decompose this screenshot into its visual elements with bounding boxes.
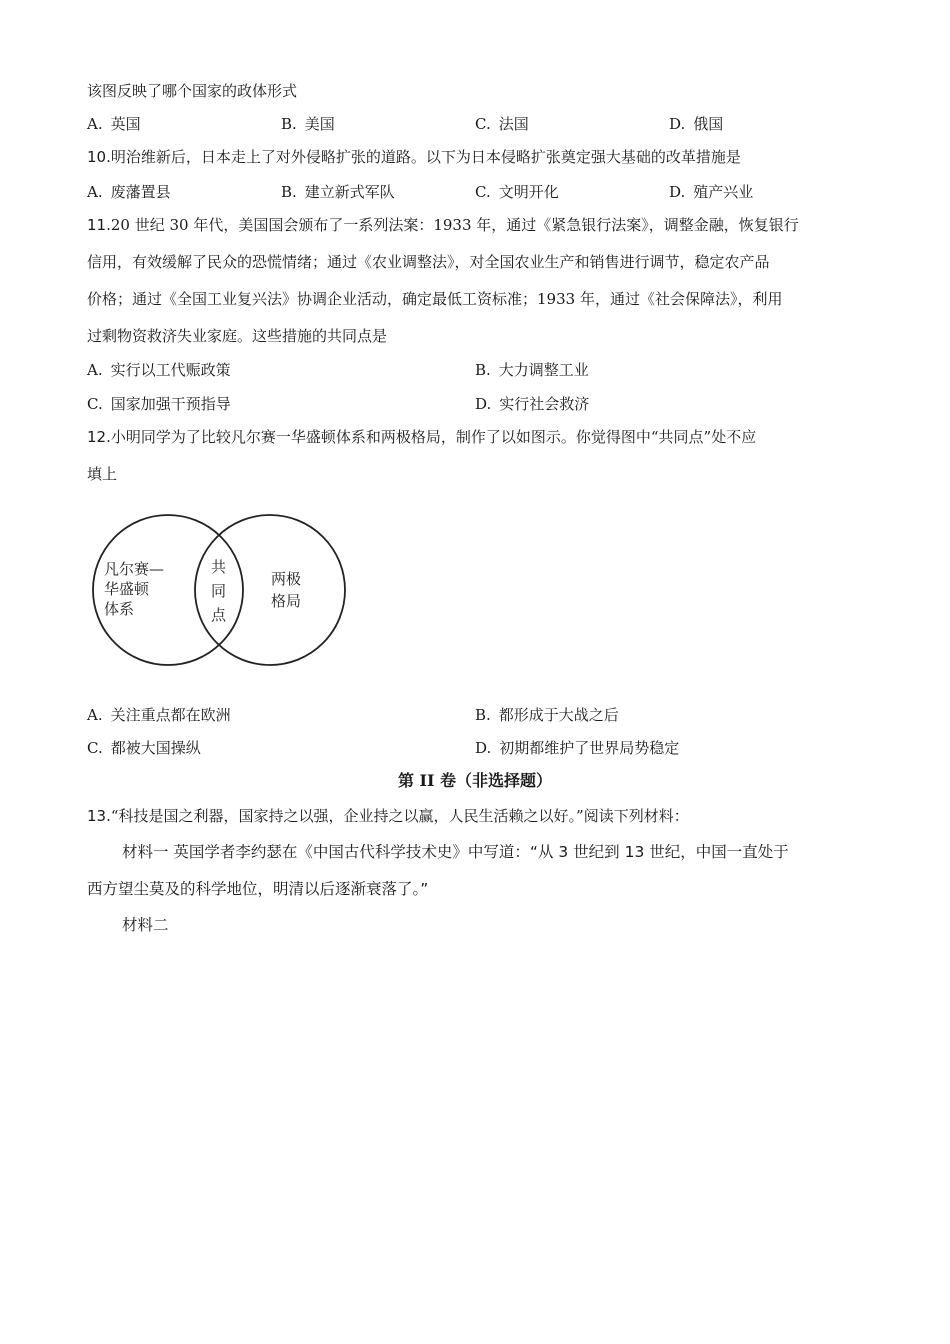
- q9-option-b: [281, 114, 335, 134]
- q11-option-d: [475, 394, 589, 414]
- venn-left-label-line-2: 华盛顿: [104, 580, 150, 598]
- q11-option-b: [475, 360, 589, 380]
- option-label: D.: [669, 115, 686, 133]
- question-number: 11.: [87, 216, 111, 234]
- q11-option-c: [87, 394, 231, 414]
- option-text: 初期都维护了世界局势稳定: [499, 739, 680, 757]
- option-label: C.: [475, 115, 491, 133]
- venn-right-label-line-1: 两极: [271, 570, 302, 588]
- question-text: 明治维新后，日本走上了对外侵略扩张的道路。以下为日本侵略扩张奠定强大基础的改革措施是: [110, 148, 741, 166]
- option-label: B.: [475, 706, 491, 724]
- option-label: C.: [87, 395, 103, 413]
- option-text: 大力调整工业: [498, 361, 589, 379]
- option-label: D.: [475, 395, 492, 413]
- option-label: C.: [87, 739, 103, 757]
- option-text: 美国: [304, 115, 335, 133]
- q10-option-b: [281, 182, 395, 202]
- q9-stem: 该图反映了哪个国家的政体形式: [87, 82, 298, 100]
- option-label: D.: [669, 183, 686, 201]
- q13-stem: [87, 806, 689, 826]
- option-label: B.: [475, 361, 491, 379]
- venn-middle-char-3: 点: [211, 606, 227, 624]
- option-text: 英国: [110, 115, 141, 133]
- q12-option-a: [87, 705, 231, 725]
- q11-option-a: [87, 360, 231, 380]
- venn-left-label-line-1: 凡尔赛—: [104, 560, 165, 578]
- option-text: 关注重点都在欧洲: [110, 706, 231, 724]
- venn-right-label-line-2: 格局: [271, 592, 302, 610]
- question-number: 10.: [87, 148, 111, 166]
- q9-option-c: [475, 114, 529, 134]
- q12-option-d: [475, 738, 679, 758]
- question-text: 20 世纪 30 年代，美国国会颁布了一系列法案：1933 年，通过《紧急银行法案》，调整金融，恢复银行: [110, 216, 799, 234]
- q13-material-1-line-1: 材料一 英国学者李约瑟在《中国古代科学技术史》中写道：“从 3 世纪到 13 世纪，中国一直处于: [122, 843, 789, 861]
- option-label: A.: [87, 706, 103, 724]
- venn-left-label-line-3: 体系: [104, 600, 135, 618]
- q9-option-a: [87, 114, 141, 134]
- option-text: 国家加强干预指导: [110, 395, 231, 413]
- option-text: 文明开化: [498, 183, 559, 201]
- q12-stem-line-1: [87, 427, 756, 447]
- question-text: “科技是国之利器，国家持之以强，企业持之以赢，人民生活赖之以好。”阅读下列材料：: [110, 807, 689, 825]
- q12-stem-line-2: 填上: [87, 465, 118, 483]
- q10-stem: [87, 147, 741, 167]
- option-label: B.: [281, 183, 297, 201]
- q11-stem-line-2: 信用，有效缓解了民众的恐慌情绪；通过《农业调整法》，对全国农业生产和销售进行调节，稳定农产品: [87, 253, 770, 271]
- q11-stem-line-1: [87, 215, 799, 235]
- option-text: 实行以工代赈政策: [110, 361, 231, 379]
- option-text: 俄国: [693, 115, 724, 133]
- option-text: 殖产兴业: [693, 183, 754, 201]
- venn-middle-char-1: 共: [211, 558, 227, 576]
- option-label: A.: [87, 115, 103, 133]
- q13-material-1-line-2: 西方望尘莫及的科学地位，明清以后逐渐衰落了。”: [87, 880, 429, 898]
- q9-option-d: [669, 114, 723, 134]
- section-title: 第 II 卷（非选择题）: [397, 771, 553, 790]
- option-label: A.: [87, 183, 103, 201]
- option-text: 实行社会救济: [499, 395, 590, 413]
- venn-diagram: [88, 508, 353, 673]
- option-text: 建立新式军队: [304, 183, 395, 201]
- option-label: D.: [475, 739, 492, 757]
- q12-option-b: [475, 705, 619, 725]
- option-text: 都形成于大战之后: [498, 706, 619, 724]
- q10-option-d: [669, 182, 753, 202]
- option-label: B.: [281, 115, 297, 133]
- q11-stem-line-4: 过剩物资救济失业家庭。这些措施的共同点是: [87, 327, 388, 345]
- question-text: 小明同学为了比较凡尔赛一华盛顿体系和两极格局，制作了以如图示。你觉得图中“共同点”处不应: [110, 428, 757, 446]
- q13-material-2-label: 材料二: [122, 916, 169, 934]
- q10-option-c: [475, 182, 559, 202]
- venn-middle-char-2: 同: [211, 582, 227, 600]
- option-label: C.: [475, 183, 491, 201]
- option-text: 都被大国操纵: [110, 739, 201, 757]
- question-number: 13.: [87, 807, 111, 825]
- q10-option-a: [87, 182, 171, 202]
- option-text: 废藩置县: [110, 183, 171, 201]
- option-label: A.: [87, 361, 103, 379]
- question-number: 12.: [87, 428, 111, 446]
- q12-option-c: [87, 738, 201, 758]
- q11-stem-line-3: 价格；通过《全国工业复兴法》协调企业活动，确定最低工资标准；1933 年，通过《社会保障法》，利用: [87, 290, 783, 308]
- option-text: 法国: [498, 115, 529, 133]
